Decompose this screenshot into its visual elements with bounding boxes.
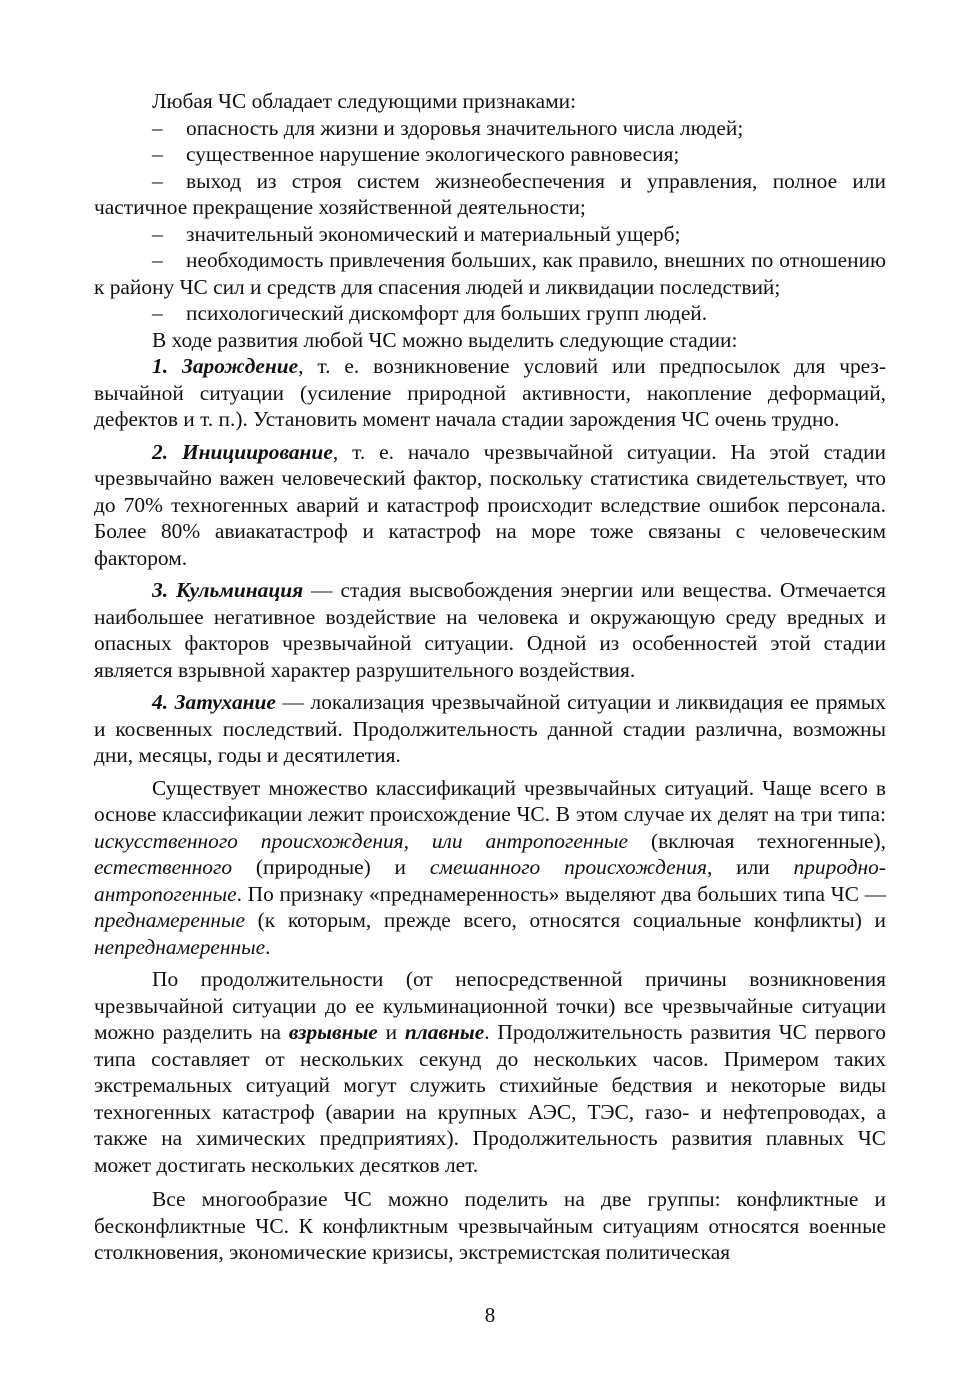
bold-italic-term: 1. Зарождение — [152, 354, 299, 378]
text-run: опасность для жизни и здоровья значительного числа людей; — [186, 115, 744, 140]
list-dash: – — [152, 168, 163, 193]
text-run: и — [377, 1020, 405, 1044]
bold-italic-term: 4. Затухание — [152, 690, 276, 714]
list-dash: – — [152, 248, 163, 272]
paragraph — [94, 775, 886, 961]
list-item — [94, 141, 886, 168]
text-run: Все многообразие ЧС можно поделить на две группы: конфликтные и бесконфликтные ЧС. К конфликтным чрезвычайным ситуациям относятся военные столкновения, экономические кризисы, экстремистская политическая — [94, 1187, 886, 1264]
paragraph — [94, 439, 886, 572]
paragraph — [94, 327, 886, 354]
text-run: . Продолжительность развития ЧС первого типа составляет от нескольких секунд до нескольких часов. Примером таких экстремальных ситуаций могут служить стихийные бедствия и некоторые виды техногенных катастроф (аварии на крупных АЭС, ТЭС, газо- и нефтепроводах, а также на химических предприятиях). Продолжительность развития плавных ЧС может достигать нескольких десятков лет. — [94, 1020, 886, 1177]
italic-term: непреднамеренные — [94, 934, 266, 959]
paragraph — [94, 88, 886, 115]
list-dash: – — [152, 115, 163, 140]
paragraph — [94, 1186, 886, 1266]
text-run: (природные) и — [232, 855, 430, 879]
list-item — [94, 115, 886, 142]
bold-italic-term: 3. Кульминация — [152, 578, 304, 602]
text-run: Любая ЧС обладает следующими признаками: — [152, 89, 577, 113]
list-dash: – — [152, 301, 163, 325]
text-run: , или — [706, 855, 794, 879]
paragraph — [94, 966, 886, 1178]
list-item — [94, 221, 886, 248]
list-item — [94, 247, 886, 300]
text-run: — локализация чрезвычайной ситуации и ликвидация ее прямых и косвенных последствий. Продолжительность данной стадии различна, возможны дни, месяцы, годы и десятилетия. — [94, 690, 886, 767]
page-number: 8 — [484, 1303, 496, 1327]
list-item — [94, 168, 886, 221]
text-run: В ходе развития любой ЧС можно выделить следующие стадии: — [152, 327, 738, 352]
bold-italic-term: взрывные — [288, 1020, 378, 1044]
italic-term: искусственного происхождения, или антропогенные — [94, 828, 629, 853]
text-run: — стадия высвобождения энергии или вещества. Отмечается наибольшее негативное воздействие на человека и окружающую среду вредных и опасных факторов чрезвычайной ситуации. Одной из особенностей этой стадии является взрывной характер разрушительного воздействия. — [94, 578, 886, 682]
paragraph — [94, 689, 886, 769]
italic-term: преднамеренные — [94, 908, 246, 932]
text-run: По продолжительности (от непосредственной причины возникновения чрезвычайной ситуации до ее кульминационной точки) все чрезвычайные ситуации можно разделить на — [94, 967, 886, 1044]
text-run: Существует множество классификаций чрезвычайных ситуаций. Чаще всего в основе классификации лежит происхождение ЧС. В этом случае их делят на три типа: — [94, 775, 886, 826]
text-run: выход из строя систем жизнеобеспечения и управления, полное или частичное прекращение хозяйственной деятельности; — [94, 168, 886, 219]
text-run: психологический дискомфорт для больших групп людей. — [186, 301, 708, 325]
page-body — [94, 88, 886, 1266]
italic-term: смешанного происхождения — [429, 855, 707, 879]
text-run: (включая техногенные), — [628, 828, 886, 853]
text-run: . По признаку «преднамеренность» выделяют два больших типа ЧС — — [236, 881, 886, 906]
list-dash: – — [152, 221, 163, 246]
bold-italic-term: 2. Инициирование — [152, 439, 333, 464]
italic-term: природно-антропогенные — [94, 855, 886, 906]
bold-italic-term: плавные — [404, 1020, 485, 1044]
italic-term: естественного — [94, 855, 233, 879]
list-dash: – — [152, 142, 163, 166]
paragraph — [94, 577, 886, 683]
text-run: . — [265, 934, 271, 959]
text-run: значительный экономический и материальный ущерб; — [186, 221, 681, 246]
paragraph — [94, 353, 886, 433]
text-run: , т. е. начало чрезвычайной ситуации. На этой стадии чрезвычайно важен человеческий фактор, поскольку статистика свидетельствует, что до 70% техногенных аварий и катастроф происходит вследствие ошибок персонала. Более 80% авиакатастроф и катастроф на море тоже связаны с человеческим фактором. — [94, 439, 886, 570]
list-item — [94, 300, 886, 327]
text-run: необходимость привлечения больших, как правило, внешних по отношению к району ЧС сил и средств для спасения людей и ликвидации последствий; — [94, 248, 886, 299]
text-run: , т. е. возникновение условий или предпосылок для чрезвычайной ситуации (усиление природной активности, накопление деформаций, дефектов и т. п.). Установить момент начала стадии зарождения ЧС очень трудно. — [94, 354, 886, 431]
text-run: (к которым, прежде всего, относятся социальные конфликты) и — [245, 908, 886, 932]
text-run: существенное нарушение экологического равновесия; — [186, 142, 680, 166]
